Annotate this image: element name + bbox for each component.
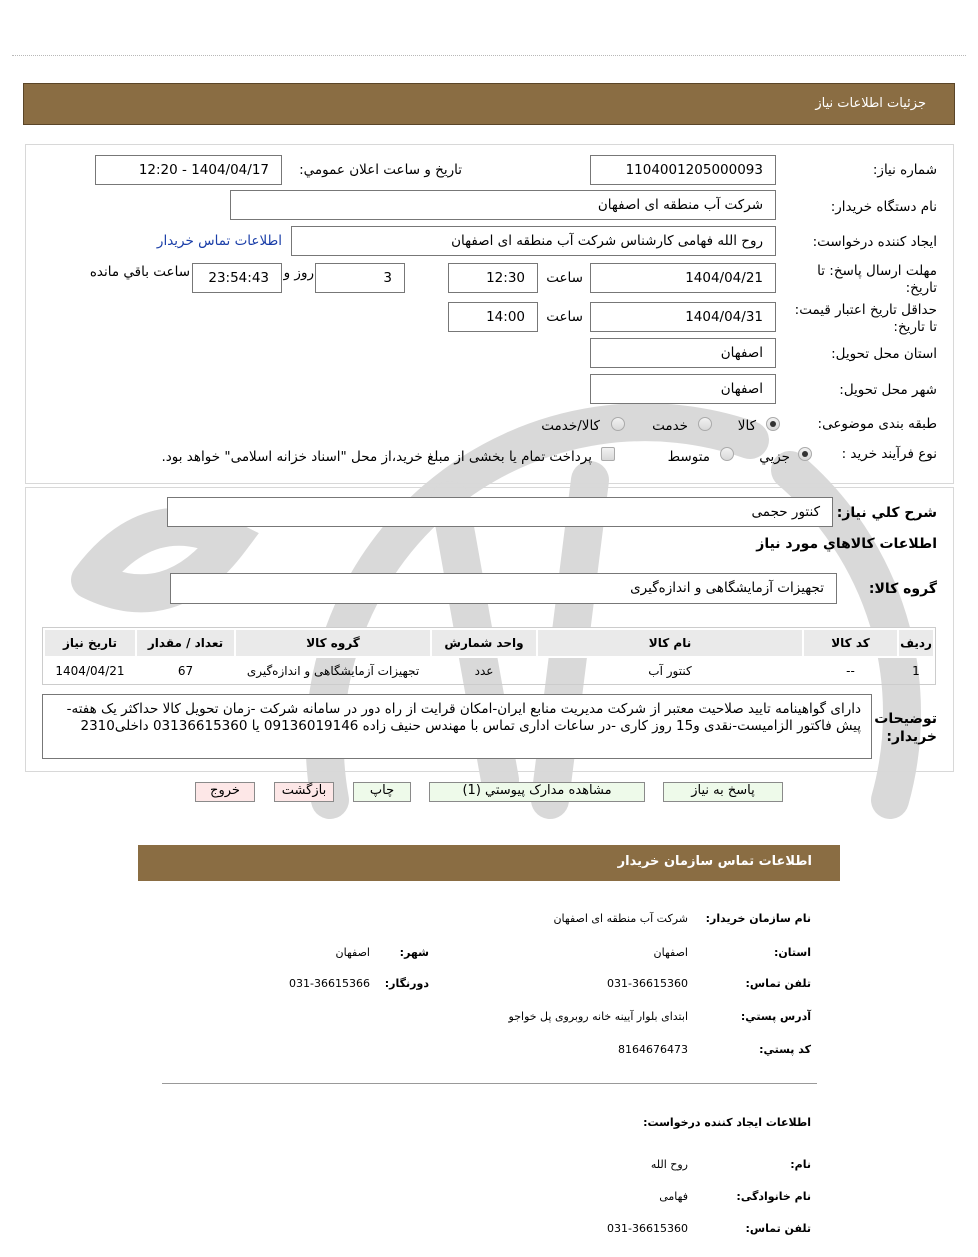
reply-deadline-label-line2: تاريخ: [905,280,937,296]
delivery-province-label: استان محل تحويل: [831,346,937,362]
treasury-note: پرداخت تمام يا بخشی از مبلغ خريد،از محل "اسناد خزانه اسلامی" خواهد بود. [161,449,592,465]
goods-info-title: اطلاعات کالاهاي مورد نياز [756,536,937,552]
process-radio-medium[interactable] [720,447,734,461]
category-radio-service[interactable] [698,417,712,431]
price-validity-label [795,302,937,336]
buyer-notes-label-line1: توضيحات [874,711,937,727]
col-code: کد کالا [803,629,898,657]
days-label: روز و [283,265,314,281]
creator-name-value: روح الله [650,1158,688,1171]
cell-name: کنتور آب [537,657,803,684]
items-table [43,628,935,684]
contact-fax-value: 031-36615366 [289,977,370,990]
print-button[interactable]: چاپ [353,782,411,802]
items-table-wrapper [42,627,936,685]
top-divider [12,55,966,56]
contact-section-header [138,845,840,881]
contact-city-label: شهر: [399,946,429,959]
delivery-city-field: اصفهان [590,374,776,404]
contact-province-label: استان: [774,946,811,959]
process-option-medium: متوسط [667,449,710,465]
contact-phone-label: تلفن تماس: [745,977,811,990]
treasury-checkbox[interactable] [601,447,615,461]
contact-fax-label: دورنگار: [384,977,429,990]
reply-deadline-label [817,263,937,297]
announce-field: 1404/04/17 - 12:20 [95,155,282,185]
delivery-province-field: اصفهان [590,338,776,368]
category-radio-goods[interactable] [766,417,780,431]
announce-label: تاریخ و ساعت اعلان عمومي: [299,162,462,178]
category-option-goods-service: کالا/خدمت [541,418,600,434]
contact-org-value: شرکت آب منطقه ای اصفهان [553,912,688,925]
price-time-field: 14:00 [448,302,538,332]
need-number-field: 1104001205000093 [590,155,776,185]
col-qty: تعداد / مقدار [136,629,235,657]
creator-phone-value: 031-36615360 [607,1222,688,1235]
col-group: گروه کالا [235,629,431,657]
process-radio-minor[interactable] [798,447,812,461]
process-option-minor: جزيي [759,449,790,465]
goods-group-label: گروه کالا: [868,581,937,597]
category-radio-goods-service[interactable] [611,417,625,431]
contact-address-value: ابتدای بلوار آیینه خانه روبروی پل خواجو [508,1010,688,1023]
category-option-service: خدمت [652,418,688,434]
reply-button[interactable]: پاسخ به نياز [663,782,783,802]
col-unit: واحد شمارش [431,629,537,657]
creator-info-title: اطلاعات ایجاد کننده درخواست: [643,1116,811,1129]
buyer-contact-link[interactable]: اطلاعات تماس خريدار [156,233,282,249]
back-button[interactable]: بازگشت [274,782,334,802]
creator-field: روح الله فهامی کارشناس شرکت آب منطقه ای اصفهان [291,226,776,256]
contact-city-value: اصفهان [335,946,370,959]
contact-postal-label: کد پستي: [759,1043,811,1056]
price-date-field: 1404/04/31 [590,302,776,332]
reply-time-field: 12:30 [448,263,538,293]
buyer-notes-label [874,710,937,746]
cell-qty: 67 [136,657,235,684]
contact-postal-value: 8164676473 [618,1043,688,1056]
contact-org-label: نام سازمان خريدار: [705,912,811,925]
buyer-org-field: شرکت آب منطقه ای اصفهان [230,190,776,220]
creator-phone-label: تلفن تماس: [745,1222,811,1235]
items-table-header [44,629,934,657]
creator-name-label: نام: [790,1158,811,1171]
cell-row: 1 [898,657,934,684]
price-time-label: ساعت [546,309,583,325]
days-field: 3 [315,263,405,293]
exit-button[interactable]: خروج [195,782,255,802]
category-label: طبقه بندی موضوعی: [817,416,937,432]
reply-date-field: 1404/04/21 [590,263,776,293]
need-number-label: شماره نیاز: [872,162,937,178]
contact-divider [162,1083,817,1084]
cell-date: 1404/04/21 [44,657,136,684]
cell-unit: عدد [431,657,537,684]
attachments-button[interactable]: مشاهده مدارک پيوستي (1) [429,782,645,802]
table-row [44,657,934,684]
page-header [23,83,955,125]
col-date: تاريخ نياز [44,629,136,657]
buyer-notes-label-line2: خريدار: [886,729,937,745]
col-row: رديف [898,629,934,657]
general-need-field: کنتور حجمی [167,497,833,527]
general-need-label: شرح کلي نياز: [836,505,937,521]
buyer-org-label: نام دستگاه خريدار: [830,199,937,215]
creator-family-label: نام خانوادگی: [736,1190,811,1203]
remaining-time-field: 23:54:43 [192,263,282,293]
creator-label: ايجاد کننده درخواست: [812,234,937,250]
category-option-goods: کالا [737,418,756,434]
contact-section-title: اطلاعات تماس سازمان خريدار [617,854,812,869]
creator-family-value: فهامی [659,1190,688,1203]
price-validity-label-line2: تا تاريخ: [893,319,937,335]
reply-time-label: ساعت [546,270,583,286]
reply-deadline-label-line1: مهلت ارسال پاسخ: تا [817,263,937,279]
col-name: نام کالا [537,629,803,657]
buyer-notes-field: دارای گواهینامه تایید صلاحیت معتبر از شرکت مدیریت منابع ایران-امکان قرایت از راه دور در سامانه شرکت -زمان تحویل کالا حداکثر یک هفته-پیش فاکتور الزامیست-نقدی و15 روز کاری -در ساعات اداری تماس با مهندس حنیف زاده 09136019146 یا 03136615360 داخلی2310 [42,694,872,759]
price-validity-label-line1: حداقل تاريخ اعتبار قيمت: [794,302,937,318]
cell-group: تجهیزات آزمایشگاهی و اندازه‌گیری [235,657,431,684]
contact-province-value: اصفهان [653,946,688,959]
delivery-city-label: شهر محل تحويل: [839,382,937,398]
process-label: نوع فرآیند خرید : [841,446,937,462]
remaining-label: ساعت باقي مانده [89,264,190,280]
cell-code: -- [803,657,898,684]
contact-phone-value: 031-36615360 [607,977,688,990]
contact-address-label: آدرس پستي: [740,1010,811,1023]
goods-group-field: تجهیزات آزمایشگاهی و اندازه‌گیری [170,573,837,604]
page-title: جزئیات اطلاعات نیاز [815,96,926,111]
